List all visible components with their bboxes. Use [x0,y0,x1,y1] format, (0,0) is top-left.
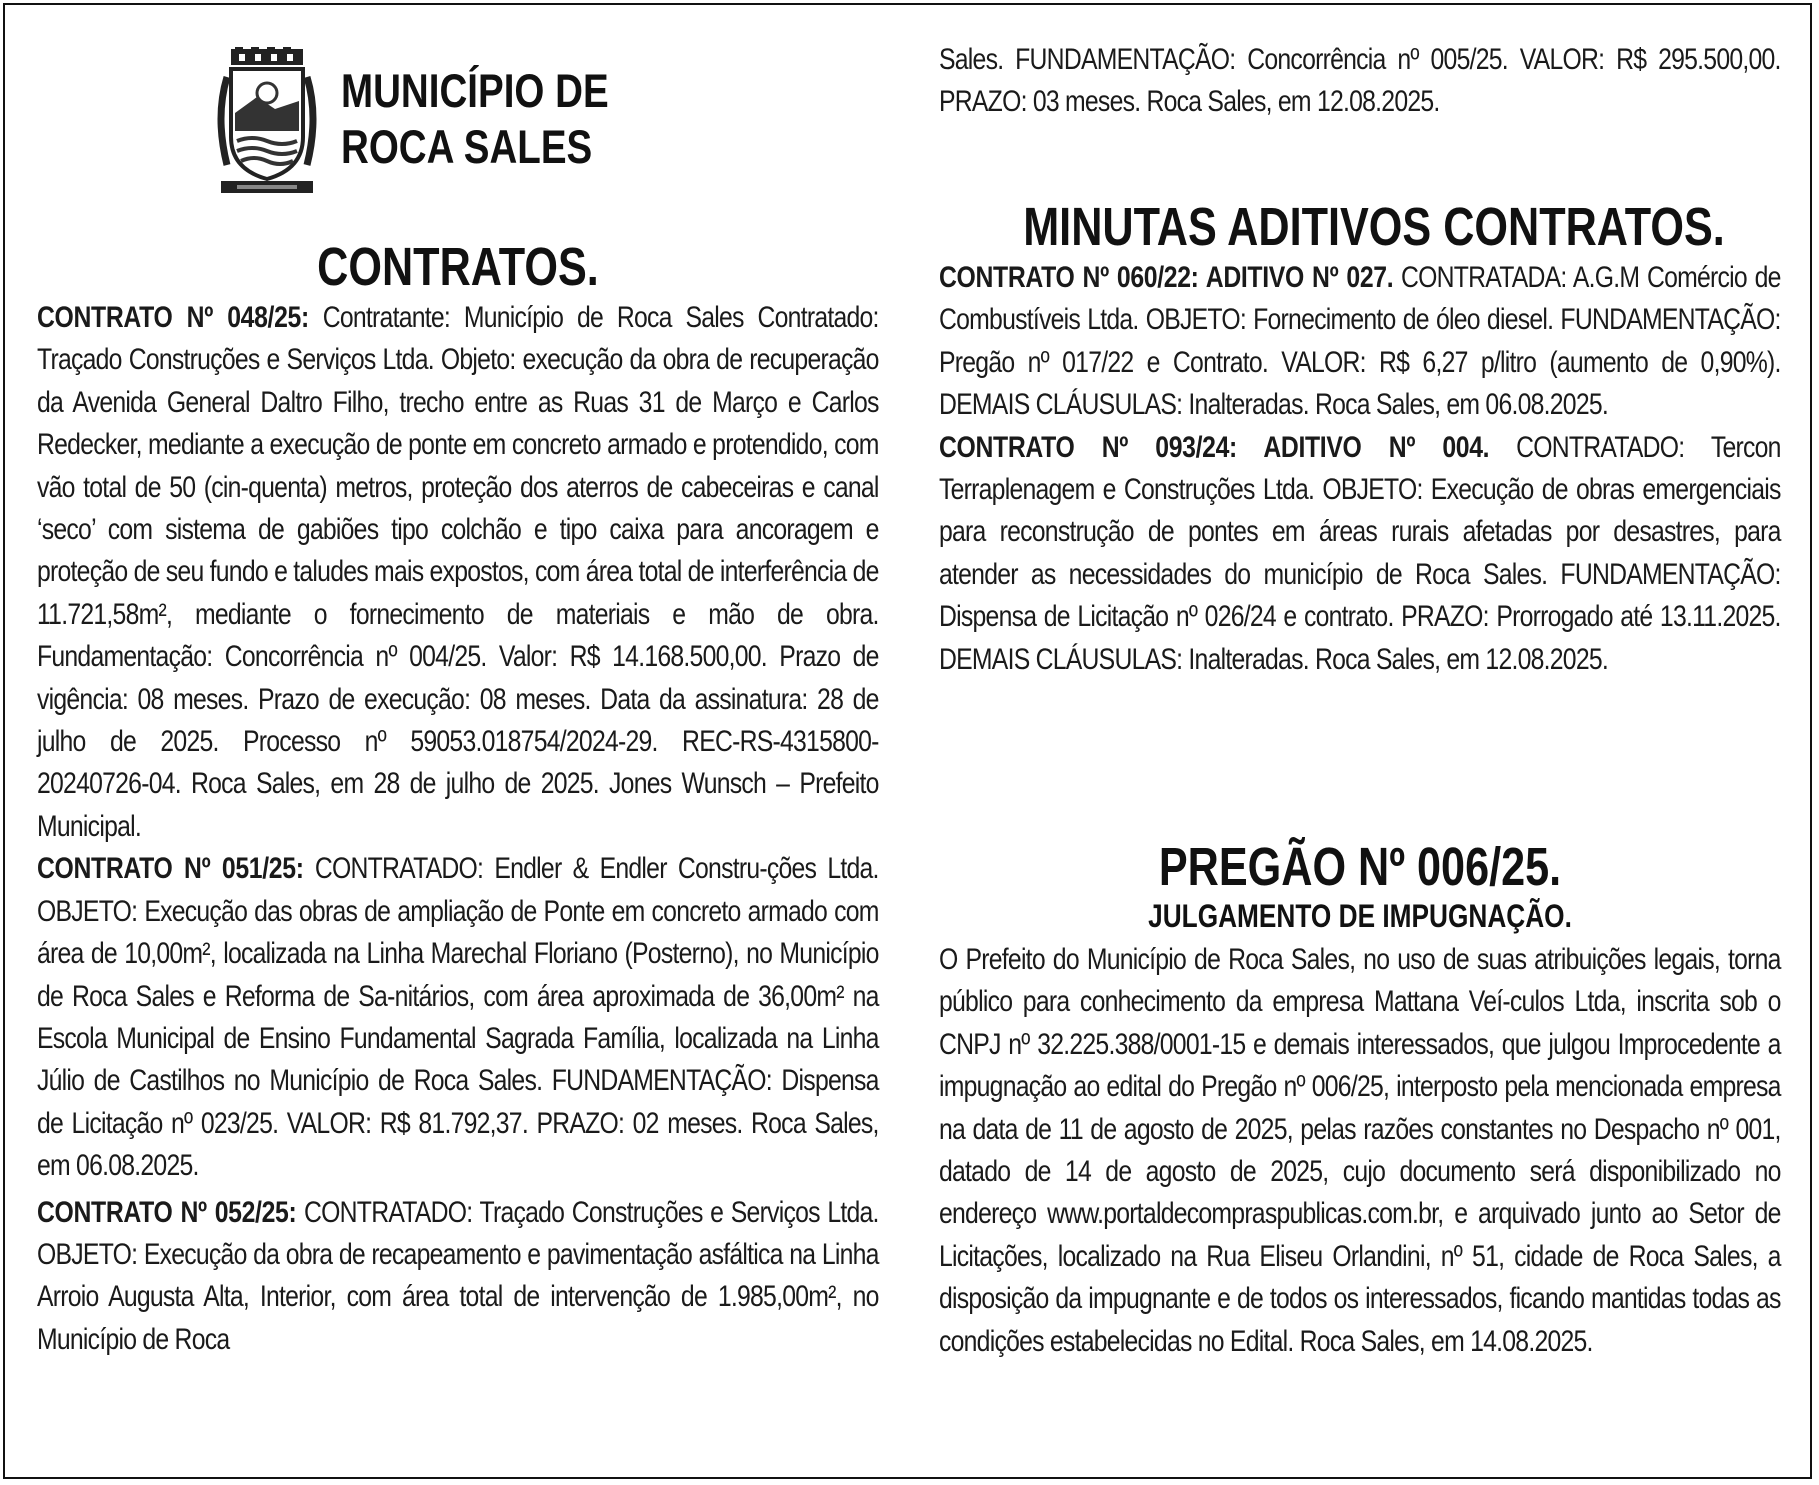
municipality-line-2: ROCA SALES [341,120,593,173]
contract-052-paragraph [37,1192,879,1362]
contract-051-paragraph [37,848,879,1187]
left-column-text [37,297,879,1361]
contract-052-text: CONTRATADO: Traçado Construções e Serviços Ltda. OBJETO: Execução da obra de recapeamento e pavimentação asfáltica na Linha Arroio Augusta Alta, Interior, com área total de intervenção de 1.985,00m², no Município de Roca [37,1195,879,1356]
municipality-name [341,63,609,175]
contract-052-continued-text: Sales. FUNDAMENTAÇÃO: Concorrência nº 005/25. VALOR: R$ 295.500,00. PRAZO: 03 meses. Roca Sales, em 12.08.2025. [939,43,1781,119]
aditivo-093-paragraph [939,427,1781,681]
contract-048-paragraph [37,297,879,848]
contract-048-text: Contratante: Município de Roca Sales Contratado: Traçado Construções e Serviços Ltda. Objeto: execução da obra de recuperação da Avenida General Daltro Filho, trecho entre as Ruas 31 de Março e Carlos Redecker, mediante a execução de ponte em concreto armado e protendido, com vão total de 50 (cin-quenta) metros, proteção dos aterros de cabeceiras e canal ‘seco’ com sistema de gabiões tipo colchão e tipo caixa para ancoragem e proteção de seu fundo e taludes mais expostos, com área total de interferência de 11.721,58m², mediante o fornecimento de materiais e mão de obra. Fundamentação: Concorrência nº 004/25. Valor: R$ 14.168.500,00. Prazo de vigência: 08 meses. Prazo de execução: 08 meses. Data da assinatura: 28 de julho de 2025. Processo nº 59053.018754/2024-29. REC-RS-4315800-20240726-04. Roca Sales, em 28 de julho de 2025. Jones Wunsch – Prefeito Municipal. [37,301,879,843]
left-column [37,297,879,1361]
minutas-section [939,257,1781,681]
pregao-text: O Prefeito do Município de Roca Sales, no uso de suas atribuições legais, torna público para conhecimento da empresa Mattana Veí-culos Ltda, inscrita sob o CNPJ nº 32.225.388/0001-15 e demais interessados, que julgou Improcedente a impugnação ao edital do Pregão nº 006/25, interposto pela mencionada empresa na data de 11 de agosto de 2025, pelas razões constantes no Despacho nº 001, datado de 14 de agosto de 2025, cujo documento será disponibilizado no endereço www.portaldecompraspublicas.com.br, e arquivado junto ao Setor de Licitações, localizado na Rua Eliseu Orlandini, nº 51, cidade de Roca Sales, a disposição da impugnante e de todos os interessados, ficando mantidas todas as condições estabelecidas no Edital. Roca Sales, em 14.08.2025. [939,943,1781,1358]
aditivo-060-text: CONTRATADA: A.G.M Comércio de Combustíveis Ltda. OBJETO: Fornecimento de óleo diesel. FUNDAMENTAÇÃO: Pregão nº 017/22 e Contrato. VALOR: R$ 6,27 p/litro (aumento de 0,90%). DEMAIS CLÁUSULAS: Inalteradas. Roca Sales, em 06.08.2025. [939,261,1781,422]
municipality-line-1: MUNICÍPIO DE [341,64,609,117]
contract-051-lead: CONTRATO Nº 051/25: [37,852,304,886]
aditivo-093-lead: CONTRATO Nº 093/24: ADITIVO Nº 004. [939,430,1490,464]
pregao-section [939,939,1781,1363]
municipal-coat-of-arms-icon [217,47,317,197]
document-page [3,3,1812,1479]
pregao-subtitle: JULGAMENTO DE IMPUGNAÇÃO. [1148,898,1572,934]
aditivo-060-lead: CONTRATO Nº 060/22: ADITIVO Nº 027. [939,261,1394,294]
aditivo-093-text: CONTRATADO: Tercon Terraplenagem e Construções Ltda. OBJETO: Execução de obras emergenciais para reconstrução de pontes em áreas rurais afetadas por desastres, para atender as necessidades do município de Roca Sales. FUNDAMENTAÇÃO: Dispensa de Licitação nº 026/24 e contrato. PRAZO: Prorrogado até 13.11.2025. DEMAIS CLÁUSULAS: Inalteradas. Roca Sales, em 12.08.2025. [939,430,1781,676]
pregao-heading: PREGÃO Nº 006/25. [1158,837,1562,897]
contract-051-text: CONTRATADO: Endler & Endler Constru-ções Ltda. OBJETO: Execução das obras de ampliação de Ponte em concreto armado com área de 10,00m², localizada na Linha Marechal Floriano (Posterno), no Município de Roca Sales e Reforma de Sa-nitários, com área aproximada de 36,00m² na Escola Municipal de Ensino Fundamental Sagrada Família, localizada na Linha Júlio de Castilhos no Município de Roca Sales. FUNDAMENTAÇÃO: Dispensa de Licitação nº 023/25. VALOR: R$ 81.792,37. PRAZO: 02 meses. Roca Sales, em 06.08.2025. [37,852,879,1183]
contract-052-continuation [939,39,1781,124]
right-column-top [939,39,1781,124]
contratos-heading: CONTRATOS. [317,237,599,297]
minutas-heading: MINUTAS ADITIVOS CONTRATOS. [1023,197,1725,257]
pregao-text-block [939,939,1781,1363]
aditivo-060-paragraph [939,257,1781,427]
contract-048-lead: CONTRATO Nº 048/25: [37,301,309,334]
minutas-text [939,257,1781,681]
contract-052-lead: CONTRATO Nº 052/25: [37,1195,297,1229]
